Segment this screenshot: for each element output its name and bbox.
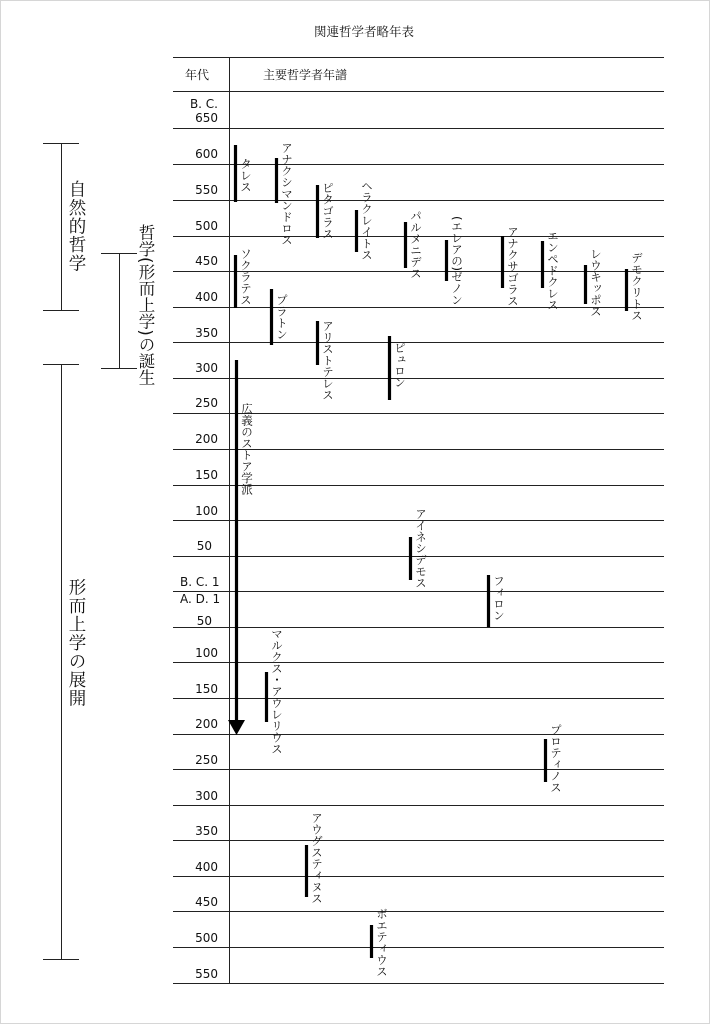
philosopher-name-augustinus: アウグスティヌス	[310, 812, 324, 904]
philosopher-name-marcus: マルクス・アウレリウス	[270, 628, 284, 755]
era-label-natural: 自然的哲学	[66, 180, 86, 273]
year-label: 400	[195, 290, 218, 304]
year-label: 200	[195, 717, 218, 731]
era-bracket-birth	[101, 253, 137, 369]
year-label: 150	[195, 682, 218, 696]
year-label: 200	[195, 432, 218, 446]
chart-title: 関連哲学者略年表	[314, 24, 415, 39]
philosopher-name-herakleitos: ヘラクレイトス	[360, 180, 374, 261]
philosopher-name-ainesidemos: アイネシデモス	[414, 508, 428, 589]
year-label: 400	[195, 860, 218, 874]
year-label: 350	[195, 824, 218, 838]
philosopher-name-stoa: 広義のストア学派	[240, 403, 254, 495]
year-label: 50	[196, 614, 212, 628]
philosopher-name-thales: タレス	[239, 158, 253, 193]
philosopher-name-demokritos: デモクリトス	[630, 252, 644, 321]
year-label: 250	[195, 396, 218, 410]
year-label: 500	[195, 219, 218, 233]
philosopher-name-pyrrhon: ピュロン	[393, 342, 407, 388]
year-label: 450	[195, 254, 218, 268]
philosopher-name-parmenides: パルメニデス	[409, 210, 423, 279]
philosopher-name-aristoteles: アリストテレス	[321, 320, 335, 401]
philosopher-name-anaxagoras: アナクサゴラス	[506, 226, 520, 307]
year-label: B. C.	[189, 97, 218, 111]
year-label: 450	[195, 895, 218, 909]
philosopher-name-empedokles: エンペドクレス	[546, 230, 560, 311]
year-label: 250	[195, 753, 218, 767]
year-label: 300	[195, 789, 218, 803]
year-label: B. C. 1	[180, 575, 220, 589]
philosopher-name-plotinos: プロティノス	[549, 724, 563, 793]
year-label: A. D. 1	[180, 592, 221, 606]
era-label-birth: 哲学(形而上学)の誕生	[136, 224, 155, 386]
philosopher-name-sokrates: ソクラテス	[239, 248, 253, 306]
philosopher-name-zenon: (エレアの)ゼノン	[450, 216, 464, 306]
year-label: 350	[195, 326, 218, 340]
year-label: 550	[195, 183, 218, 197]
philosopher-name-anaximandros: アナクシマンドロス	[280, 142, 294, 246]
philosopher-name-leukippos: レウキッポス	[589, 248, 603, 317]
era-label-development: 形而上学の展開	[66, 578, 86, 708]
philosopher-name-platon: プラトン	[275, 294, 289, 340]
year-label: 100	[195, 646, 218, 660]
era-column-header: 年代	[185, 68, 210, 82]
philosopher-name-pythagoras: ピタゴラス	[321, 182, 335, 240]
main-column-header: 主要哲学者年譜	[263, 68, 348, 82]
philosopher-name-philon: フィロン	[492, 575, 506, 621]
year-label: 600	[195, 147, 218, 161]
year-label: 150	[195, 468, 218, 482]
year-label: 650	[195, 111, 218, 125]
philosopher-name-boethius: ボエティウス	[375, 908, 389, 977]
year-label: 100	[195, 504, 218, 518]
year-label: 300	[195, 361, 218, 375]
year-label: 500	[195, 931, 218, 945]
year-label: 50	[196, 539, 212, 553]
year-label: 550	[195, 967, 218, 981]
